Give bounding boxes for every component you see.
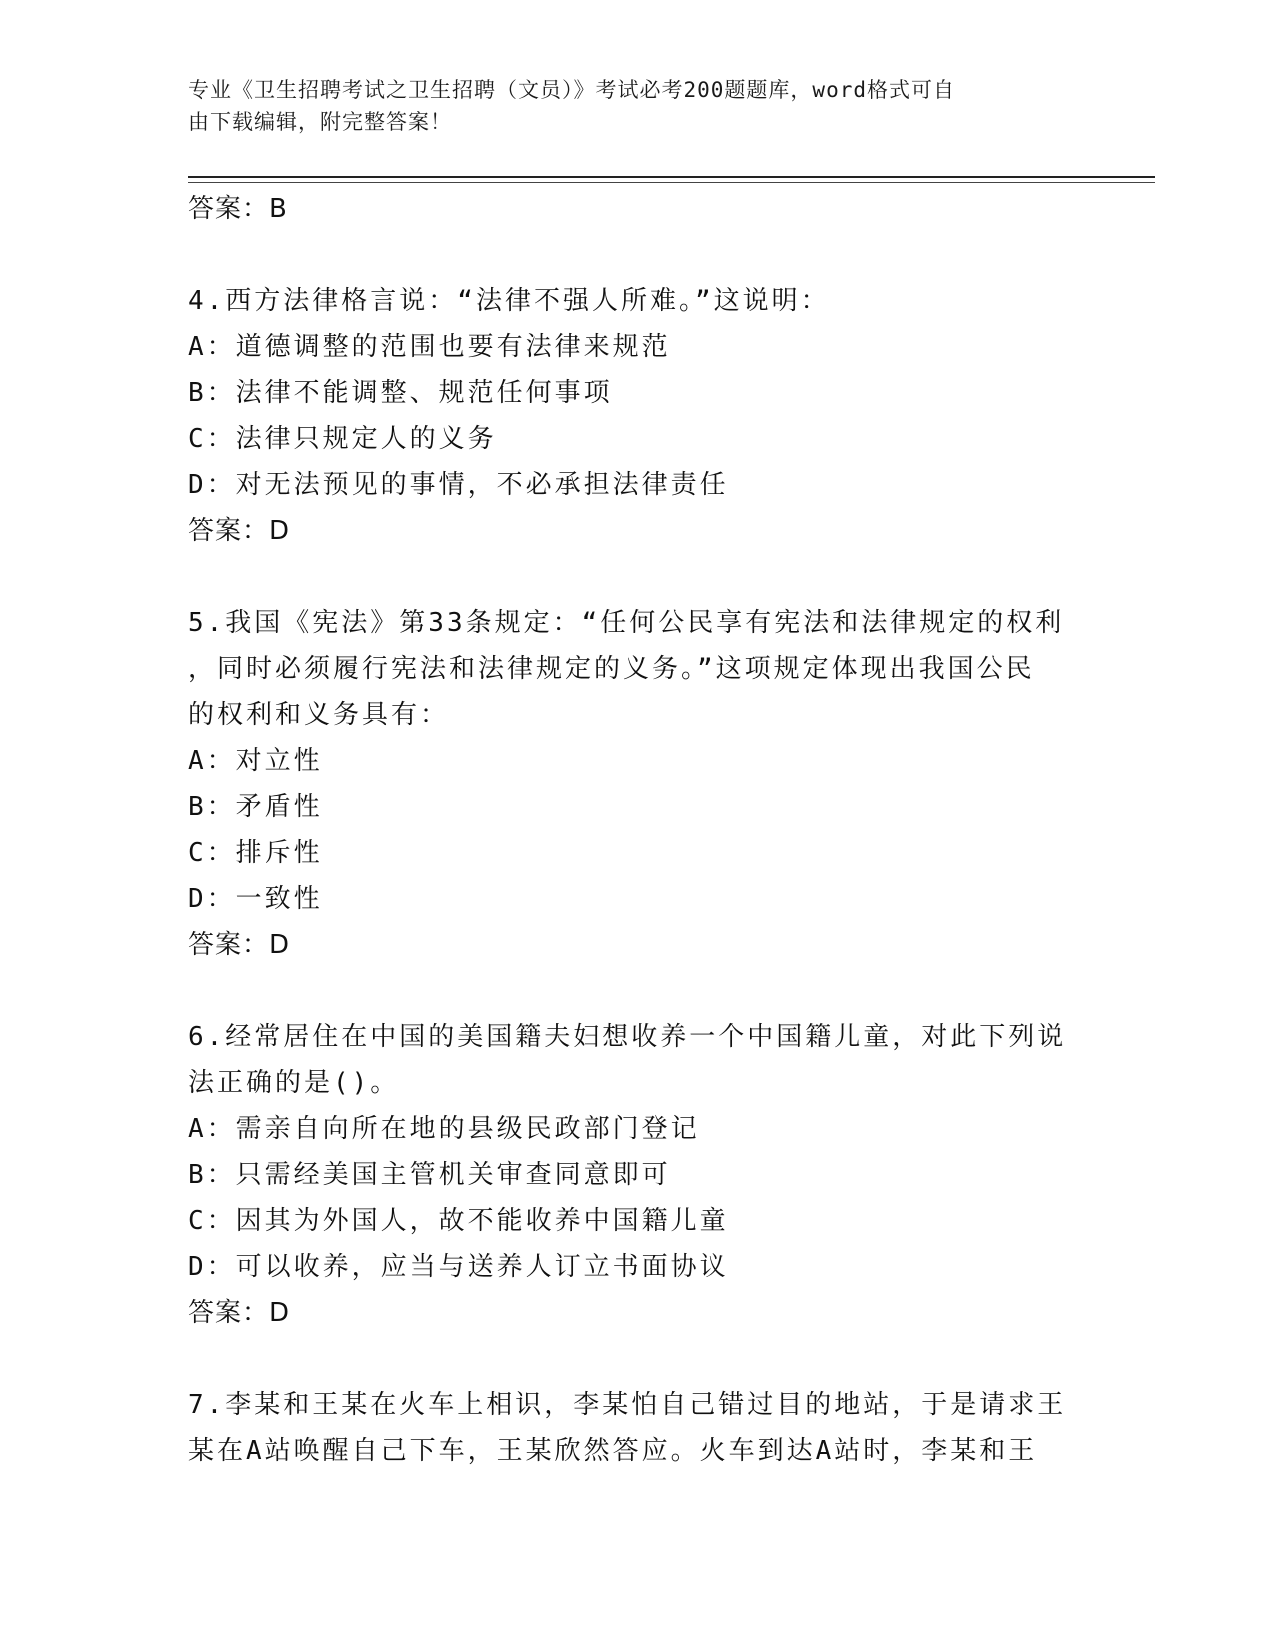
- question-text-line: ，同时必须履行宪法和法律规定的义务。”这项规定体现出我国公民: [188, 654, 1035, 684]
- document-body: [188, 186, 1118, 1474]
- option-d: D：可以收养，应当与送养人订立书面协议: [188, 1252, 729, 1282]
- header-line-1: 专业《卫生招聘考试之卫生招聘（文员）》考试必考200题题库，word格式可自: [188, 78, 955, 102]
- question-7: [188, 1382, 1118, 1474]
- question-4: [188, 278, 1118, 554]
- option-b: B：法律不能调整、规范任何事项: [188, 378, 613, 408]
- answer-q5: 答案：D: [188, 930, 291, 960]
- question-5: [188, 600, 1118, 968]
- option-a: A：对立性: [188, 746, 323, 776]
- answer-q3: 答案：B: [188, 194, 288, 224]
- option-b: B：矛盾性: [188, 792, 323, 822]
- option-c: C：法律只规定人的义务: [188, 424, 497, 454]
- option-c: C：因其为外国人，故不能收养中国籍儿童: [188, 1206, 729, 1236]
- question-text-line: 某在A站唤醒自己下车，王某欣然答应。火车到达A站时，李某和王: [188, 1436, 1038, 1466]
- option-a: A：需亲自向所在地的县级民政部门登记: [188, 1114, 700, 1144]
- question-text-line: 5.我国《宪法》第33条规定：“任何公民享有宪法和法律规定的权利: [188, 608, 1065, 638]
- question-text-line: 法正确的是()。: [188, 1068, 400, 1098]
- option-d: D：一致性: [188, 884, 323, 914]
- header-rule-thick: [188, 176, 1155, 178]
- header-rule-thin: [188, 182, 1155, 183]
- question-6: [188, 1014, 1118, 1336]
- option-a: A：道德调整的范围也要有法律来规范: [188, 332, 671, 362]
- option-c: C：排斥性: [188, 838, 323, 868]
- option-d: D：对无法预见的事情，不必承担法律责任: [188, 470, 729, 500]
- document-header: [188, 74, 1068, 138]
- question-text-line: 7.李某和王某在火车上相识，李某怕自己错过目的地站，于是请求王: [188, 1390, 1067, 1420]
- question-text-line: 的权利和义务具有：: [188, 700, 450, 730]
- question-text-line: 6.经常居住在中国的美国籍夫妇想收养一个中国籍儿童，对此下列说: [188, 1022, 1067, 1052]
- header-line-2: 由下载编辑，附完整答案！: [188, 110, 452, 134]
- question-text: 4.西方法律格言说：“法律不强人所难。”这说明：: [188, 286, 830, 316]
- option-b: B：只需经美国主管机关审查同意即可: [188, 1160, 671, 1190]
- answer-q4: 答案：D: [188, 516, 291, 546]
- answer-q6: 答案：D: [188, 1298, 291, 1328]
